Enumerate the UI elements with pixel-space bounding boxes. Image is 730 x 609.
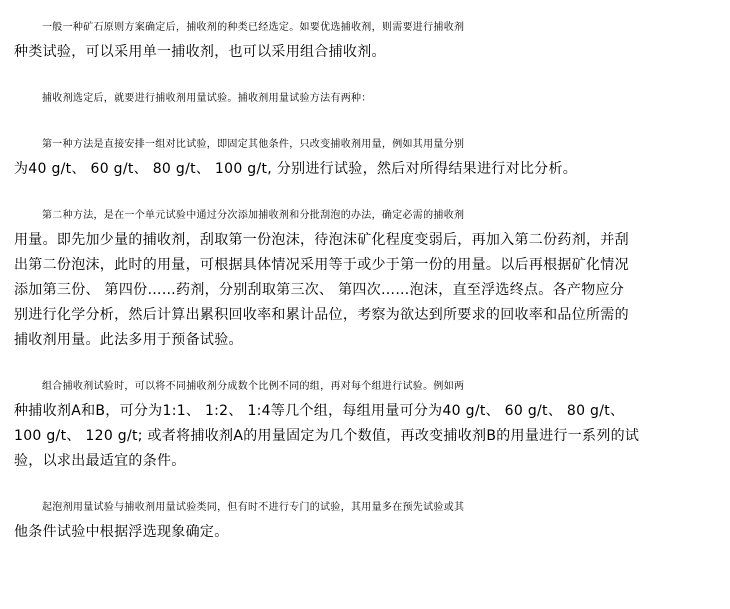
text-line: 100 g/t、 120 g/t; 或者将捕收剂A的用量固定为几个数值，再改变捕收剂B的用量进行一系列的试 [14, 428, 640, 444]
paragraph-combined-collector [14, 374, 718, 474]
text-line: 组合捕收剂试验时，可以将不同捕收剂分成数个比例不同的组，再对每个组进行试验。例如两 [42, 381, 465, 392]
text-line: 捕收剂用量。此法多用于预备试验。 [14, 332, 243, 348]
paragraph-method-one [14, 132, 718, 182]
paragraph-collector-type [14, 15, 718, 65]
text-line: 捕收剂选定后，就要进行捕收剂用量试验。捕收剂用量试验方法有两种： [42, 93, 372, 104]
paragraph-method-two [14, 203, 718, 353]
text-line: 种类试验，可以采用单一捕收剂，也可以采用组合捕收剂。 [14, 44, 386, 60]
text-line: 他条件试验中根据浮选现象确定。 [14, 524, 229, 540]
text-line: 别进行化学分析，然后计算出累积回收率和累计品位，考察为欲达到所要求的回收率和品位所需的 [14, 307, 629, 323]
text-line: 出第二份泡沫，此时的用量，可根据具体情况采用等于或少于第一份的用量。以后再根据矿化情况 [14, 257, 629, 273]
text-line: 添加第三份、 第四份……药剂，分别刮取第三次、 第四次……泡沫，直至浮选终点。各产物应分 [14, 282, 625, 298]
text-line: 用量。即先加少量的捕收剂，刮取第一份泡沫，待泡沫矿化程度变弱后，再加入第二份药剂，并刮 [14, 232, 629, 248]
text-line: 第一种方法是直接安排一组对比试验，即固定其他条件，只改变捕收剂用量，例如其用量分别 [42, 139, 465, 150]
text-line: 起泡剂用量试验与捕收剂用量试验类同，但有时不进行专门的试验，其用量多在预先试验或其 [42, 502, 465, 513]
paragraph-dosage-intro [14, 86, 718, 111]
text-line: 种捕收剂A和B，可分为1:1、 1:2、 1:4等几个组，每组用量可分为40 g/t、 60 g/t、 80 g/t、 [14, 403, 625, 419]
text-line: 一般一种矿石原则方案确定后，捕收剂的种类已经选定。如要优选捕收剂，则需要进行捕收剂 [42, 22, 465, 33]
paragraph-frother-dosage [14, 495, 718, 545]
document-body [14, 15, 718, 545]
text-line: 为40 g/t、 60 g/t、 80 g/t、 100 g/t, 分别进行试验，然后对所得结果进行对比分析。 [14, 161, 578, 177]
text-line: 验，以求出最适宜的条件。 [14, 453, 186, 469]
text-line: 第二种方法，是在一个单元试验中通过分次添加捕收剂和分批刮泡的办法，确定必需的捕收剂 [42, 210, 465, 221]
